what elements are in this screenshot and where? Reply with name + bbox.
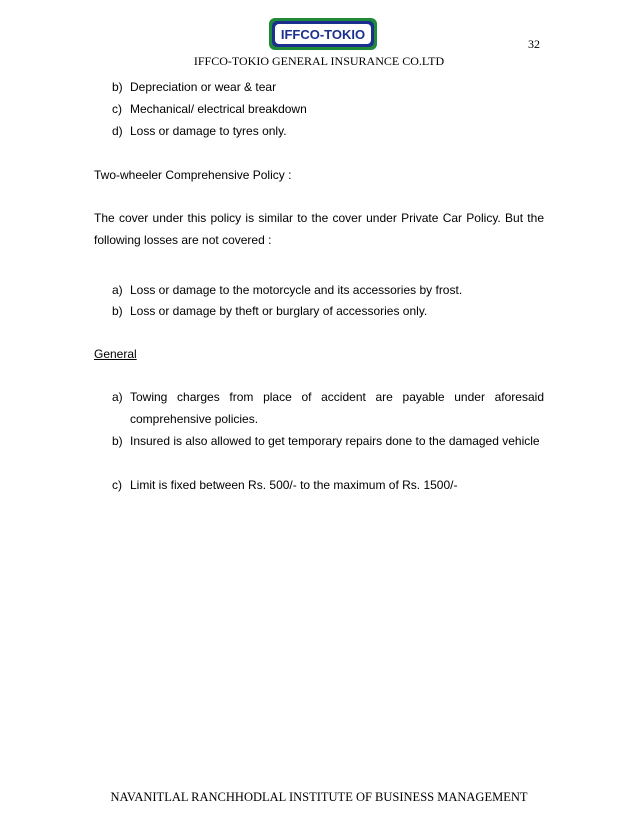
list-label: b): [112, 304, 123, 318]
section-heading-general: [94, 343, 544, 365]
list-text: Loss or damage to tyres only.: [130, 124, 287, 138]
page-footer: NAVANITLAL RANCHHODLAL INSTITUTE OF BUSINESS MANAGEMENT: [110, 790, 528, 804]
iffco-tokio-logo: [269, 18, 377, 50]
section-heading-two-wheeler: Two-wheeler Comprehensive Policy :: [94, 168, 292, 182]
list-label: d): [112, 124, 123, 138]
list-text: Towing charges from place of accident are payable under aforesaid comprehensive policies.: [130, 390, 544, 426]
logo-text: IFFCO-TOKIO: [280, 27, 366, 42]
list-text: Insured is also allowed to get temporary repairs done to the damaged vehicle: [130, 434, 540, 448]
list-label: c): [112, 478, 122, 492]
list-text: Loss or damage by theft or burglary of accessories only.: [130, 304, 428, 318]
list-item: [112, 474, 544, 496]
list-item: [112, 98, 544, 120]
list-item: [112, 279, 544, 301]
list-label: b): [112, 434, 123, 448]
list-label: a): [112, 283, 123, 297]
page-header: IFFCO-TOKIO GENERAL INSURANCE CO.LTD: [193, 54, 445, 68]
list-item: [112, 120, 544, 142]
list-item: [112, 76, 544, 98]
list-item: [112, 430, 544, 452]
list-text: Loss or damage to the motorcycle and its accessories by frost.: [130, 283, 463, 297]
list-text: Depreciation or wear & tear: [130, 80, 277, 94]
list-text: Mechanical/ electrical breakdown: [130, 102, 307, 116]
list-item: [112, 300, 544, 322]
cover-paragraph: The cover under this policy is similar to the cover under Private Car Policy. But the following losses are not covered :: [94, 211, 544, 247]
list-item: [112, 386, 544, 430]
page-number: 32: [528, 37, 540, 51]
list-text: Limit is fixed between Rs. 500/- to the maximum of Rs. 1500/-: [130, 478, 458, 492]
general-heading-text: General: [94, 347, 137, 361]
list-label: a): [112, 390, 123, 404]
list-label: b): [112, 80, 123, 94]
list-label: c): [112, 102, 122, 116]
